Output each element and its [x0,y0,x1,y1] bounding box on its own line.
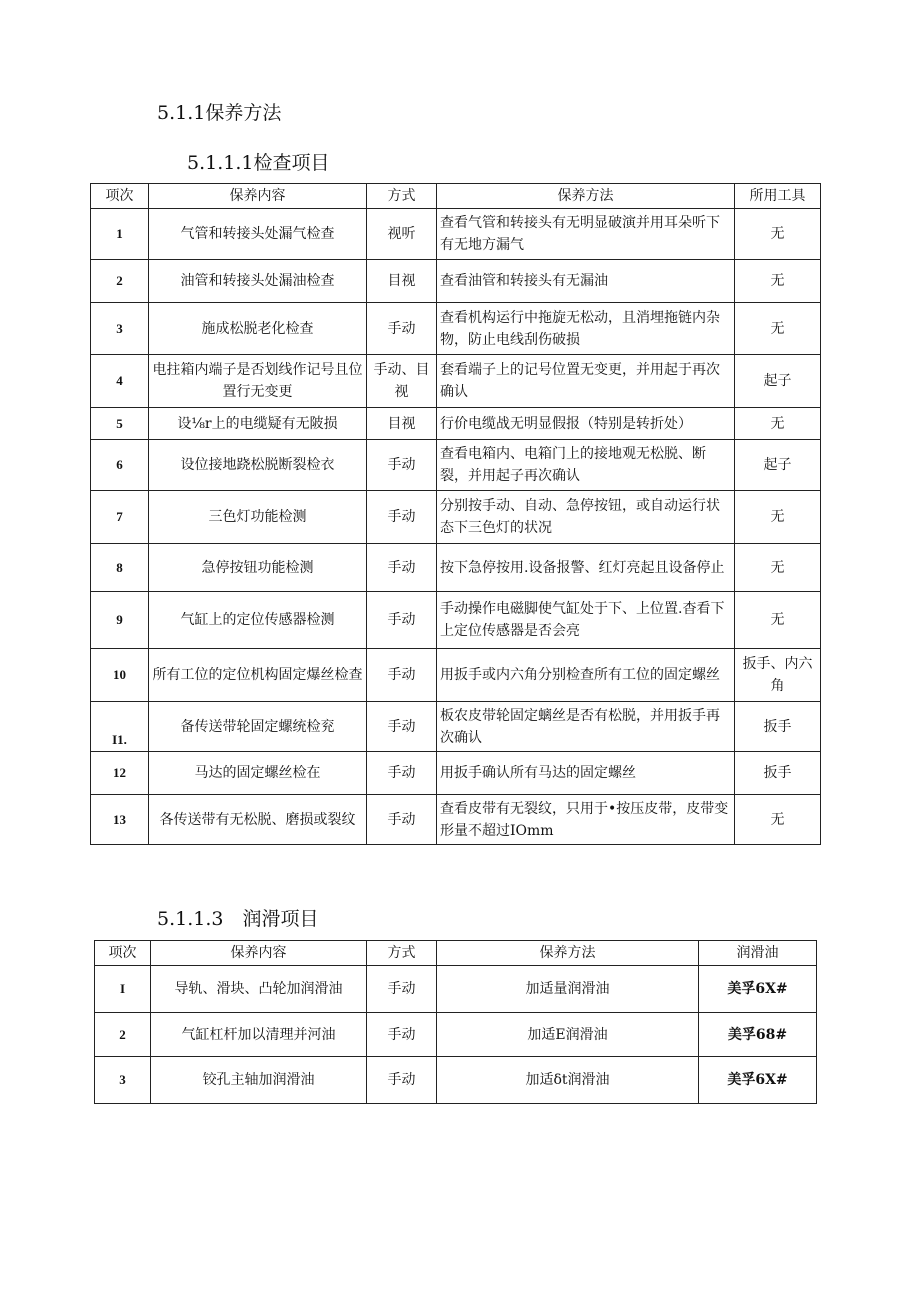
row-method: 用扳手确认所有马达的固定螺丝 [437,752,735,795]
table-row [95,966,817,1013]
row-no: I1. [91,702,149,752]
row-no: 9 [91,592,149,649]
row-tool: 起子 [735,440,821,491]
row-method: 查看皮带有无裂纹，只用于•按压皮带，皮带变形量不超过IOmm [437,795,735,845]
row-tool: 无 [735,260,821,303]
header-oil: 润滑油 [699,941,817,966]
row-mode: 手动 [367,1057,437,1104]
table-row [91,544,821,592]
row-tool: 起子 [735,355,821,408]
row-tool: 无 [735,795,821,845]
row-content: 三色灯功能检测 [149,491,367,544]
table-row [91,795,821,845]
row-mode: 手动 [367,303,437,355]
row-mode: 手动 [367,1013,437,1057]
row-tool: 扳手、内六角 [735,649,821,702]
header-mode: 方式 [367,184,437,209]
table-row [91,592,821,649]
table-row [91,440,821,491]
row-method: 查看油管和转接头有无漏油 [437,260,735,303]
row-no: 3 [91,303,149,355]
row-no: 1 [91,209,149,260]
row-method: 查看气管和转接头有无明显破演并用耳朵听下有无地方漏气 [437,209,735,260]
row-mode: 手动 [367,702,437,752]
row-method: 查看机构运行中拖旋无松动，且消埋拖链内杂物，防止电线刮伤破损 [437,303,735,355]
row-content: 设⅛r上的电缆疑有无陂损 [149,408,367,440]
table-row [91,209,821,260]
table-row [91,303,821,355]
row-content: 设位接地跷松脱断裂检衣 [149,440,367,491]
section-heading: 5.1.1保养方法 [157,102,282,124]
row-method: 按下急停按用.设备报警、红灯亮起且设备停止 [437,544,735,592]
row-no: 3 [95,1057,151,1104]
row-content: 电拄箱内端子是否划线作记号且位置行无变更 [149,355,367,408]
row-content: 导轨、滑块、凸轮加润滑油 [151,966,367,1013]
table-row [91,408,821,440]
row-content: 马达的固定螺丝检在 [149,752,367,795]
row-mode: 手动 [367,544,437,592]
row-content: 铰孔主轴加润滑油 [151,1057,367,1104]
row-no: 7 [91,491,149,544]
row-content: 气管和转接头处漏气检查 [149,209,367,260]
row-content: 各传送带有无松脱、磨损或裂纹 [149,795,367,845]
lubrication-table [94,940,817,1104]
row-mode: 手动 [367,592,437,649]
row-no: 6 [91,440,149,491]
header-no: 项次 [95,941,151,966]
row-method: 行价电缆战无明显假报（特别是转折处） [437,408,735,440]
row-tool: 无 [735,408,821,440]
row-method: 用扳手或内六角分别检查所有工位的固定螺丝 [437,649,735,702]
row-oil: 美孚6X# [699,1057,817,1104]
row-method: 加适δt润滑油 [437,1057,699,1104]
row-method: 加适E润滑油 [437,1013,699,1057]
row-oil: 美孚68# [699,1013,817,1057]
row-content: 急停按钮功能检测 [149,544,367,592]
row-no: 10 [91,649,149,702]
row-no: 12 [91,752,149,795]
row-method: 套看端子上的记号位置无变更，并用起于再次确认 [437,355,735,408]
row-mode: 手动 [367,649,437,702]
table-row [91,649,821,702]
row-tool: 无 [735,303,821,355]
header-content: 保养内容 [151,941,367,966]
row-content: 油管和转接头处漏油检查 [149,260,367,303]
row-content: 施成松脱老化检查 [149,303,367,355]
row-no: 8 [91,544,149,592]
subsection-heading-inspection: 5.1.1.1检查项目 [187,152,330,174]
row-no: 2 [95,1013,151,1057]
row-no: 13 [91,795,149,845]
row-tool: 无 [735,544,821,592]
row-mode: 目视 [367,260,437,303]
table-row [91,260,821,303]
row-mode: 手动 [367,966,437,1013]
row-tool: 无 [735,209,821,260]
row-mode: 手动 [367,440,437,491]
row-tool: 扳手 [735,702,821,752]
row-no: I [95,966,151,1013]
row-no: 2 [91,260,149,303]
row-method: 分别按手动、自动、急停按钮，或自动运行状态下三色灯的状况 [437,491,735,544]
header-method: 保养方法 [437,184,735,209]
row-tool: 无 [735,491,821,544]
table-row [95,1057,817,1104]
table-row [91,355,821,408]
row-mode: 手动 [367,752,437,795]
row-content: 备传送带轮固定螺统检兖 [149,702,367,752]
row-mode: 手动、目视 [367,355,437,408]
row-oil: 美孚6X# [699,966,817,1013]
row-content: 气缸杠杆加以清理并河油 [151,1013,367,1057]
header-mode: 方式 [367,941,437,966]
row-content: 所有工位的定位机构固定爆丝检查 [149,649,367,702]
row-method: 板农皮带轮固定螭丝是否有松脱，并用扳手再次确认 [437,702,735,752]
header-no: 项次 [91,184,149,209]
header-method: 保养方法 [437,941,699,966]
header-tool: 所用工具 [735,184,821,209]
table-row [91,491,821,544]
inspection-table [90,183,821,845]
row-mode: 手动 [367,795,437,845]
row-content: 气缸上的定位传感器检测 [149,592,367,649]
row-mode: 目视 [367,408,437,440]
row-no: 4 [91,355,149,408]
row-method: 手动操作电磁脚使气缸处于下、上位置.杳看下上定位传感器是否会亮 [437,592,735,649]
row-mode: 视听 [367,209,437,260]
header-content: 保养内容 [149,184,367,209]
table-row [91,752,821,795]
table-row [95,1013,817,1057]
row-tool: 无 [735,592,821,649]
table-row [91,702,821,752]
subsection-heading-lubrication: 5.1.1.3 润滑项目 [157,908,319,930]
row-mode: 手动 [367,491,437,544]
row-tool: 扳手 [735,752,821,795]
row-no: 5 [91,408,149,440]
row-method: 查看电箱内、电箱门上的接地观无松脱、断裂，并用起子再次确认 [437,440,735,491]
row-method: 加适量润滑油 [437,966,699,1013]
